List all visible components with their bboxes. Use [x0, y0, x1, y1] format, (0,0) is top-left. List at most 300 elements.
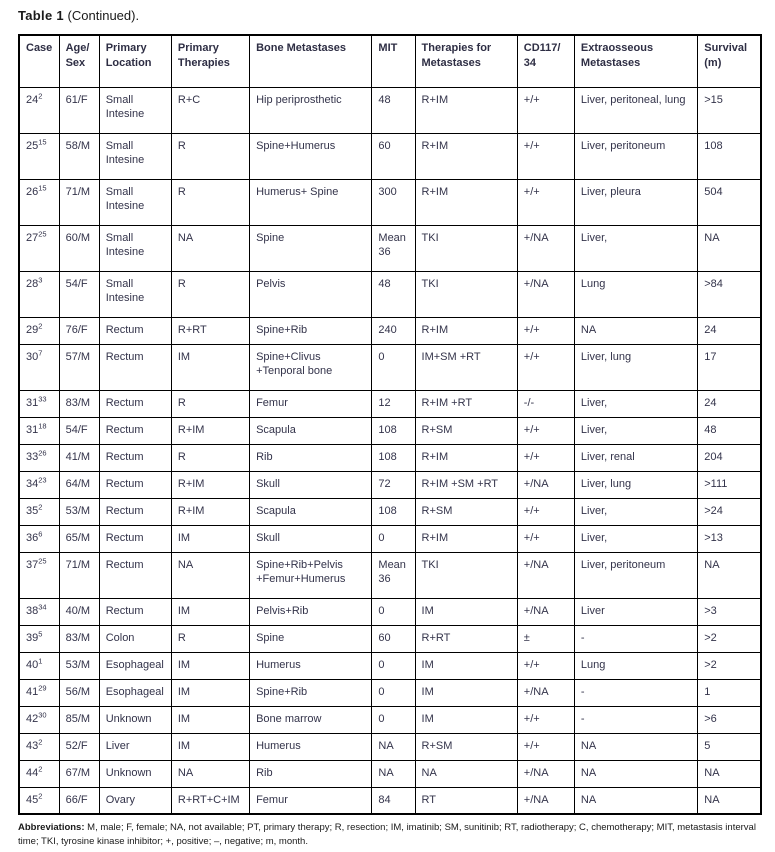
cell-primary-therapies: NA: [171, 225, 249, 271]
case-reference-superscript: 2: [38, 736, 43, 746]
case-reference-superscript: 30: [38, 709, 47, 719]
cell-case: [19, 87, 59, 133]
header-line: Primary: [177, 42, 219, 54]
cell-case: [19, 225, 59, 271]
abbreviations-text: M, male; F, female; NA, not available; PT, primary therapy; R, resection; IM, imatinib; SM, sunitinib; RT, radiotherapy; C, chemotherapy; MIT, metastasis interval time; TKI, tyrosine kinase inhibitor; +, positive; –, negative; m, month.: [18, 822, 756, 848]
case-reference-superscript: 6: [38, 528, 43, 538]
table-row: [19, 87, 761, 133]
table-row: [19, 679, 761, 706]
cell-therapies-for-metastases: R+IM: [415, 179, 517, 225]
table-row: [19, 706, 761, 733]
cell-therapies-for-metastases: IM: [415, 679, 517, 706]
cell-primary-location: Ovary: [99, 787, 171, 814]
cell-extraosseous-metastases: Liver, lung: [574, 471, 697, 498]
cell-survival: NA: [698, 760, 761, 787]
cell-age-sex: 61/F: [59, 87, 99, 133]
cell-mit: 60: [372, 625, 415, 652]
cell-case: [19, 444, 59, 471]
cell-bone-metastases: Hip periprosthetic: [250, 87, 372, 133]
cell-case: [19, 271, 59, 317]
cell-age-sex: 66/F: [59, 787, 99, 814]
cell-mit: Mean 36: [372, 552, 415, 598]
cell-therapies-for-metastases: TKI: [415, 271, 517, 317]
cell-primary-location: Rectum: [99, 552, 171, 598]
header-line: (m): [704, 56, 722, 69]
case-reference-superscript: 33: [38, 393, 47, 403]
case-number: 28: [26, 277, 39, 290]
case-reference-superscript: 2: [38, 763, 43, 773]
cell-therapies-for-metastases: IM: [415, 652, 517, 679]
cell-primary-therapies: NA: [171, 552, 249, 598]
cell-therapies-for-metastases: R+IM: [415, 444, 517, 471]
cell-mit: 108: [372, 417, 415, 444]
cell-mit: Mean 36: [372, 225, 415, 271]
cell-primary-location: Rectum: [99, 598, 171, 625]
header-line: Bone Metastases: [256, 42, 346, 54]
cell-extraosseous-metastases: Liver,: [574, 417, 697, 444]
cell-extraosseous-metastases: Liver: [574, 598, 697, 625]
case-number: 29: [26, 323, 39, 336]
cell-bone-metastases: Skull: [250, 471, 372, 498]
header-line: MIT: [378, 42, 398, 54]
cell-extraosseous-metastases: NA: [574, 317, 697, 344]
cell-bone-metastases: Spine+Rib: [250, 317, 372, 344]
case-number: 41: [26, 685, 39, 698]
table-row: [19, 552, 761, 598]
cell-mit: 0: [372, 706, 415, 733]
cell-survival: NA: [698, 225, 761, 271]
cell-survival: 48: [698, 417, 761, 444]
cell-case: [19, 525, 59, 552]
cases-table: [18, 34, 762, 815]
cell-case: [19, 760, 59, 787]
cell-primary-location: Small Intesine: [99, 133, 171, 179]
cell-bone-metastases: Spine+Humerus: [250, 133, 372, 179]
case-reference-superscript: 26: [38, 447, 47, 457]
cell-mit: 240: [372, 317, 415, 344]
cell-age-sex: 83/M: [59, 390, 99, 417]
cell-cd117-34: +/NA: [517, 225, 574, 271]
cell-extraosseous-metastases: Liver,: [574, 525, 697, 552]
case-reference-superscript: 2: [38, 320, 43, 330]
cell-age-sex: 56/M: [59, 679, 99, 706]
cell-mit: 0: [372, 344, 415, 390]
col-header-cd117-34: [517, 35, 574, 87]
table-row: [19, 760, 761, 787]
cell-case: [19, 679, 59, 706]
case-number: 40: [26, 658, 39, 671]
cell-extraosseous-metastases: Liver, peritoneum: [574, 133, 697, 179]
col-header-age-sex: [59, 35, 99, 87]
cell-case: [19, 390, 59, 417]
table-row: [19, 417, 761, 444]
cell-bone-metastases: Humerus: [250, 733, 372, 760]
cell-survival: 24: [698, 390, 761, 417]
cell-cd117-34: +/+: [517, 525, 574, 552]
header-line: Primary: [105, 42, 147, 54]
cell-extraosseous-metastases: NA: [574, 760, 697, 787]
cell-extraosseous-metastases: Liver,: [574, 498, 697, 525]
cell-primary-therapies: R: [171, 390, 249, 417]
case-number: 44: [26, 766, 39, 779]
header-line: Age/: [65, 42, 90, 54]
cell-bone-metastases: Femur: [250, 787, 372, 814]
table-row: [19, 344, 761, 390]
cell-cd117-34: +/+: [517, 733, 574, 760]
cell-cd117-34: +/+: [517, 317, 574, 344]
cell-primary-therapies: IM: [171, 679, 249, 706]
cell-cd117-34: +/+: [517, 498, 574, 525]
cell-survival: 24: [698, 317, 761, 344]
cell-age-sex: 41/M: [59, 444, 99, 471]
cell-survival: >84: [698, 271, 761, 317]
cell-therapies-for-metastases: R+IM: [415, 87, 517, 133]
table-header: [19, 35, 761, 87]
cell-therapies-for-metastases: IM: [415, 598, 517, 625]
cell-bone-metastases: Rib: [250, 760, 372, 787]
cell-therapies-for-metastases: TKI: [415, 552, 517, 598]
cell-mit: 108: [372, 498, 415, 525]
cell-case: [19, 498, 59, 525]
cell-survival: NA: [698, 552, 761, 598]
cell-primary-location: Small Intesine: [99, 179, 171, 225]
cell-survival: >2: [698, 625, 761, 652]
case-number: 38: [26, 604, 39, 617]
cell-mit: 0: [372, 679, 415, 706]
cell-age-sex: 53/M: [59, 498, 99, 525]
table-title: [18, 8, 762, 23]
header-line: CD117/: [523, 42, 561, 54]
cell-extraosseous-metastases: Liver, peritoneum: [574, 552, 697, 598]
cell-mit: NA: [372, 733, 415, 760]
table-row: [19, 390, 761, 417]
cell-bone-metastases: Spine: [250, 625, 372, 652]
cell-extraosseous-metastases: -: [574, 706, 697, 733]
cell-survival: >24: [698, 498, 761, 525]
case-reference-superscript: 25: [38, 555, 47, 565]
cell-cd117-34: +/NA: [517, 598, 574, 625]
table-row: [19, 179, 761, 225]
cell-mit: 300: [372, 179, 415, 225]
cell-mit: NA: [372, 760, 415, 787]
cell-bone-metastases: Humerus+ Spine: [250, 179, 372, 225]
header-line: Metastases: [580, 56, 641, 69]
case-reference-superscript: 15: [38, 182, 47, 192]
table-row: [19, 787, 761, 814]
cell-bone-metastases: Pelvis+Rib: [250, 598, 372, 625]
cell-cd117-34: +/+: [517, 344, 574, 390]
cell-cd117-34: +/NA: [517, 271, 574, 317]
case-number: 27: [26, 231, 39, 244]
cell-extraosseous-metastases: Liver,: [574, 390, 697, 417]
case-number: 34: [26, 477, 39, 490]
table-row: [19, 444, 761, 471]
cell-case: [19, 317, 59, 344]
header-line: Extraosseous: [580, 42, 654, 54]
table-row: [19, 625, 761, 652]
cell-mit: 48: [372, 87, 415, 133]
cell-survival: 1: [698, 679, 761, 706]
cell-therapies-for-metastases: R+IM: [415, 525, 517, 552]
cell-age-sex: 64/M: [59, 471, 99, 498]
cell-cd117-34: +/NA: [517, 471, 574, 498]
cell-primary-therapies: R: [171, 271, 249, 317]
cell-therapies-for-metastases: IM+SM +RT: [415, 344, 517, 390]
cell-age-sex: 54/F: [59, 271, 99, 317]
cell-extraosseous-metastases: Liver, pleura: [574, 179, 697, 225]
cell-primary-location: Rectum: [99, 317, 171, 344]
case-reference-superscript: 1: [38, 655, 43, 665]
cell-cd117-34: +/+: [517, 706, 574, 733]
cell-primary-therapies: R+IM: [171, 498, 249, 525]
cell-age-sex: 85/M: [59, 706, 99, 733]
cell-mit: 0: [372, 525, 415, 552]
case-reference-superscript: 5: [38, 628, 43, 638]
abbreviations-footnote: [18, 821, 760, 850]
cell-survival: >13: [698, 525, 761, 552]
cell-primary-location: Unknown: [99, 706, 171, 733]
cell-cd117-34: +/+: [517, 652, 574, 679]
col-header-mit: [372, 35, 415, 87]
case-number: 24: [26, 93, 39, 106]
cell-case: [19, 344, 59, 390]
cell-primary-therapies: R+C: [171, 87, 249, 133]
cell-mit: 108: [372, 444, 415, 471]
cell-case: [19, 179, 59, 225]
table-row: [19, 652, 761, 679]
case-reference-superscript: 15: [38, 136, 47, 146]
cell-primary-location: Esophageal: [99, 679, 171, 706]
cell-case: [19, 471, 59, 498]
case-number: 30: [26, 350, 39, 363]
case-reference-superscript: 34: [38, 601, 47, 611]
case-reference-superscript: 23: [38, 474, 47, 484]
cell-therapies-for-metastases: R+RT: [415, 625, 517, 652]
cell-extraosseous-metastases: -: [574, 679, 697, 706]
cell-bone-metastases: Spine+Rib+Pelvis +Femur+Humerus: [250, 552, 372, 598]
cell-age-sex: 60/M: [59, 225, 99, 271]
case-reference-superscript: 18: [38, 420, 47, 430]
col-header-case: [19, 35, 59, 87]
cell-extraosseous-metastases: NA: [574, 733, 697, 760]
cell-therapies-for-metastases: R+SM: [415, 417, 517, 444]
cell-survival: 504: [698, 179, 761, 225]
cell-primary-location: Rectum: [99, 444, 171, 471]
cell-age-sex: 67/M: [59, 760, 99, 787]
header-line: Therapies for: [421, 42, 492, 54]
cell-therapies-for-metastases: NA: [415, 760, 517, 787]
cell-primary-therapies: R: [171, 179, 249, 225]
cell-cd117-34: +/+: [517, 179, 574, 225]
cell-therapies-for-metastases: RT: [415, 787, 517, 814]
cell-bone-metastases: Scapula: [250, 417, 372, 444]
table-row: [19, 598, 761, 625]
case-reference-superscript: 7: [38, 347, 43, 357]
cell-case: [19, 652, 59, 679]
cell-primary-location: Rectum: [99, 417, 171, 444]
table-body: [19, 87, 761, 814]
cell-survival: 204: [698, 444, 761, 471]
cell-primary-therapies: R+IM: [171, 471, 249, 498]
header-line: Sex: [65, 56, 86, 69]
cell-bone-metastases: Scapula: [250, 498, 372, 525]
cell-extraosseous-metastases: -: [574, 625, 697, 652]
cell-extraosseous-metastases: Liver, renal: [574, 444, 697, 471]
case-number: 45: [26, 793, 39, 806]
cell-extraosseous-metastases: Lung: [574, 271, 697, 317]
cell-mit: 0: [372, 652, 415, 679]
cell-primary-therapies: R: [171, 133, 249, 179]
case-reference-superscript: 29: [38, 682, 47, 692]
cell-cd117-34: +/NA: [517, 787, 574, 814]
cell-bone-metastases: Spine+Rib: [250, 679, 372, 706]
cell-age-sex: 54/F: [59, 417, 99, 444]
cell-bone-metastases: Pelvis: [250, 271, 372, 317]
cell-primary-therapies: IM: [171, 733, 249, 760]
case-number: 37: [26, 558, 39, 571]
case-number: 35: [26, 504, 39, 517]
cell-age-sex: 65/M: [59, 525, 99, 552]
cell-age-sex: 76/F: [59, 317, 99, 344]
cell-case: [19, 598, 59, 625]
cell-age-sex: 52/F: [59, 733, 99, 760]
table-title-continued: (Continued).: [63, 8, 140, 23]
cell-age-sex: 71/M: [59, 552, 99, 598]
cell-bone-metastases: Spine: [250, 225, 372, 271]
cell-primary-therapies: IM: [171, 652, 249, 679]
cell-primary-location: Colon: [99, 625, 171, 652]
cell-primary-location: Rectum: [99, 471, 171, 498]
cell-bone-metastases: Skull: [250, 525, 372, 552]
cell-bone-metastases: Rib: [250, 444, 372, 471]
cell-case: [19, 733, 59, 760]
cell-primary-location: Liver: [99, 733, 171, 760]
cell-primary-therapies: R+RT+C+IM: [171, 787, 249, 814]
cell-primary-therapies: R: [171, 444, 249, 471]
cell-bone-metastases: Bone marrow: [250, 706, 372, 733]
cell-primary-therapies: NA: [171, 760, 249, 787]
cell-age-sex: 83/M: [59, 625, 99, 652]
case-number: 25: [26, 139, 39, 152]
cell-mit: 84: [372, 787, 415, 814]
cell-mit: 0: [372, 598, 415, 625]
cell-mit: 12: [372, 390, 415, 417]
col-header-survival: [698, 35, 761, 87]
case-number: 36: [26, 531, 39, 544]
case-reference-superscript: 25: [38, 228, 47, 238]
cell-age-sex: 53/M: [59, 652, 99, 679]
case-number: 39: [26, 631, 39, 644]
cell-therapies-for-metastases: TKI: [415, 225, 517, 271]
col-header-extraosseous-metastases: [574, 35, 697, 87]
case-number: 31: [26, 396, 39, 409]
header-line: Therapies: [177, 56, 230, 69]
cell-cd117-34: +/NA: [517, 679, 574, 706]
col-header-bone-metastases: [250, 35, 372, 87]
cell-bone-metastases: Femur: [250, 390, 372, 417]
cell-case: [19, 552, 59, 598]
table-row: [19, 733, 761, 760]
cell-therapies-for-metastases: IM: [415, 706, 517, 733]
cell-therapies-for-metastases: R+IM: [415, 317, 517, 344]
cell-extraosseous-metastases: Liver,: [574, 225, 697, 271]
cell-cd117-34: +/NA: [517, 760, 574, 787]
abbreviations-label: Abbreviations:: [18, 822, 85, 833]
cell-extraosseous-metastases: Lung: [574, 652, 697, 679]
cell-primary-therapies: R: [171, 625, 249, 652]
cell-survival: 108: [698, 133, 761, 179]
header-line: Survival: [704, 42, 748, 54]
table-row: [19, 471, 761, 498]
cell-age-sex: 40/M: [59, 598, 99, 625]
cell-therapies-for-metastases: R+IM +SM +RT: [415, 471, 517, 498]
cell-cd117-34: ±: [517, 625, 574, 652]
cell-primary-location: Small Intesine: [99, 271, 171, 317]
cell-cd117-34: +/+: [517, 417, 574, 444]
cell-case: [19, 133, 59, 179]
header-line: 34: [523, 56, 537, 69]
cell-age-sex: 58/M: [59, 133, 99, 179]
cell-therapies-for-metastases: R+IM: [415, 133, 517, 179]
cell-case: [19, 706, 59, 733]
case-number: 43: [26, 739, 39, 752]
cell-mit: 48: [372, 271, 415, 317]
cell-survival: 17: [698, 344, 761, 390]
table-row: [19, 271, 761, 317]
cell-survival: >2: [698, 652, 761, 679]
col-header-therapies-for-metastases: [415, 35, 517, 87]
case-number: 33: [26, 450, 39, 463]
cell-therapies-for-metastases: R+SM: [415, 733, 517, 760]
col-header-primary-location: [99, 35, 171, 87]
case-reference-superscript: 2: [38, 501, 43, 511]
header-line: Metastases: [421, 56, 481, 69]
cell-primary-therapies: IM: [171, 525, 249, 552]
cell-therapies-for-metastases: R+IM +RT: [415, 390, 517, 417]
table-row: [19, 133, 761, 179]
cell-primary-therapies: IM: [171, 706, 249, 733]
cell-cd117-34: +/+: [517, 444, 574, 471]
header-row: [19, 35, 761, 87]
case-number: 26: [26, 185, 39, 198]
header-line: Location: [105, 56, 152, 69]
cell-case: [19, 787, 59, 814]
cell-primary-location: Unknown: [99, 760, 171, 787]
table-row: [19, 525, 761, 552]
cell-survival: >6: [698, 706, 761, 733]
cell-primary-location: Rectum: [99, 498, 171, 525]
cell-age-sex: 57/M: [59, 344, 99, 390]
cell-primary-therapies: R+RT: [171, 317, 249, 344]
cell-case: [19, 625, 59, 652]
cell-cd117-34: +/+: [517, 133, 574, 179]
cell-bone-metastases: Spine+Clivus +Tenporal bone: [250, 344, 372, 390]
cell-mit: 72: [372, 471, 415, 498]
cell-primary-location: Rectum: [99, 390, 171, 417]
cell-survival: NA: [698, 787, 761, 814]
case-reference-superscript: 3: [38, 274, 43, 284]
table-row: [19, 225, 761, 271]
cell-case: [19, 417, 59, 444]
table-title-number: Table 1: [18, 8, 64, 23]
header-line: Case: [26, 42, 53, 54]
cell-mit: 60: [372, 133, 415, 179]
cell-primary-therapies: IM: [171, 598, 249, 625]
case-reference-superscript: 2: [38, 90, 43, 100]
cell-survival: 5: [698, 733, 761, 760]
cell-therapies-for-metastases: R+SM: [415, 498, 517, 525]
cell-primary-therapies: IM: [171, 344, 249, 390]
